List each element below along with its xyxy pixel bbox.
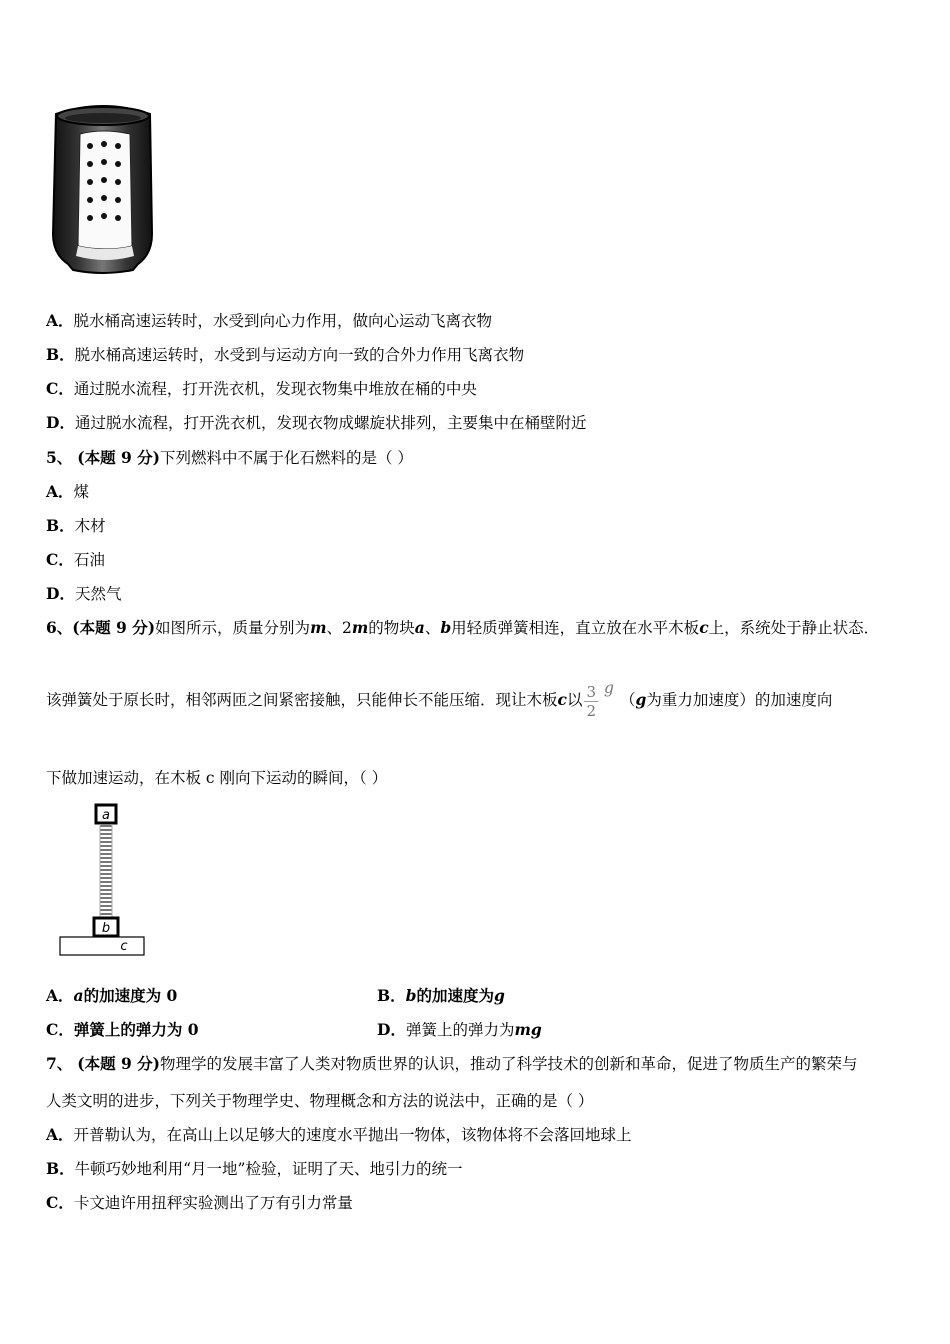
q6-stem-line3: 下做加速运动，在木板 c 刚向下运动的瞬间，（ ）	[46, 769, 388, 787]
washing-drum-figure	[48, 104, 158, 274]
q6-option-b: B．b的加速度为g	[377, 986, 505, 1005]
fraction-three-halves: $\frac{3}{2}$	[586, 682, 597, 720]
q4-option-d: D．通过脱水流程，打开洗衣机，发现衣物成螺旋状排列，主要集中在桶壁附近	[46, 413, 587, 432]
q5-option-d: D．天然气	[46, 584, 122, 603]
q7-option-a: A．开普勒认为，在高山上以足够大的速度水平抛出一物体，该物体将不会落回地球上	[46, 1125, 632, 1144]
q6-option-a: A．a的加速度为 0	[46, 986, 178, 1005]
q6-option-d: D．弹簧上的弹力为mg	[377, 1020, 542, 1039]
block-a-label: a	[102, 808, 110, 823]
q5-option-a: A．煤	[46, 482, 90, 501]
q7-stem-line1: 7、 (本题 9 分)物理学的发展丰富了人类对物质世界的认识，推动了科学技术的创新和革命，促进了物质生产的繁荣与	[46, 1054, 858, 1073]
block-b-label: b	[101, 921, 111, 936]
q7-stem-line2: 人类文明的进步，下列关于物理学史、物理概念和方法的说法中，正确的是（ ）	[46, 1092, 594, 1110]
q4-option-b: B．脱水桶高速运转时，水受到与运动方向一致的合外力作用飞离衣物	[46, 345, 525, 364]
q5-option-c: C．石油	[46, 550, 105, 569]
board-c-label: c	[120, 939, 128, 954]
q7-option-c: C．卡文迪许用扭秤实验测出了万有引力常量	[46, 1193, 353, 1212]
q5-option-b: B．木材	[46, 516, 106, 535]
q6-stem-line1: 6、(本题 9 分)如图所示，质量分别为m、2m的物块a、b用轻质弹簧相连，直立放在水平木板c上，系统处于静止状态．	[46, 618, 880, 637]
q6-option-c: C．弹簧上的弹力为 0	[46, 1020, 199, 1039]
q6-stem-line2: 该弹簧处于原长时，相邻两匝之间紧密接触，只能伸长不能压缩．现让木板c以 $\frac{3}{2}$ g（g为重力加速度）的加速度向	[46, 679, 833, 720]
q7-option-b: B．牛顿巧妙地利用“月一地”检验，证明了天、地引力的统一	[46, 1159, 463, 1178]
q5-stem: 5、 (本题 9 分)下列燃料中不属于化石燃料的是（ ）	[46, 448, 413, 467]
q4-option-a: A．脱水桶高速运转时，水受到向心力作用，做向心运动飞离衣物	[46, 311, 493, 330]
spring-blocks-figure	[56, 802, 156, 962]
q4-option-c: C．通过脱水流程，打开洗衣机，发现衣物集中堆放在桶的中央	[46, 379, 477, 398]
